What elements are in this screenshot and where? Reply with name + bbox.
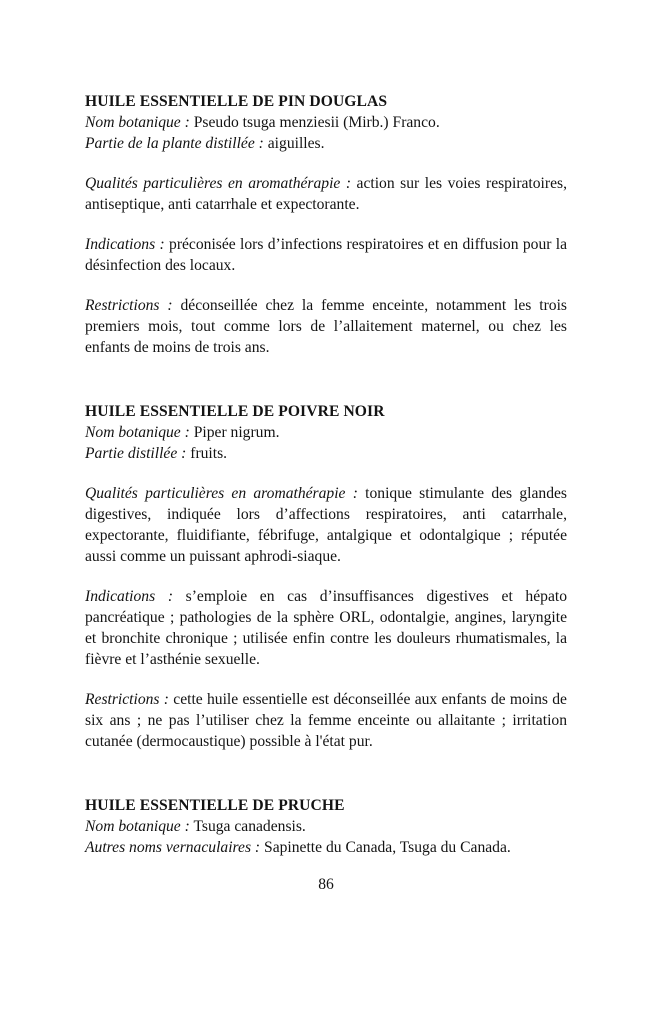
field-label: Nom botanique : <box>85 114 190 131</box>
field-value: tonique stimulante des glandes digestives, indiquée lors d’affections respiratoires, anti catarrhale, expectorante, fluidifiante, fébrifuge, antalgique et odontalgique ; réputée aussi comme un puissant aphrodi-siaque. <box>85 485 567 565</box>
body-paragraph-indications <box>85 586 567 670</box>
field-value: déconseillée chez la femme enceinte, notamment les trois premiers mois, tout comme lors de l’allaitement maternel, ou chez les enfants de moins de trois ans. <box>85 297 567 356</box>
field-value: aiguilles. <box>267 135 325 152</box>
section-poivre-noir <box>85 401 567 752</box>
section-pruche <box>85 795 567 858</box>
meta-line <box>85 443 567 464</box>
meta-line <box>85 133 567 154</box>
field-label: Restrictions : <box>85 297 173 314</box>
field-value: fruits. <box>190 445 228 462</box>
field-label: Indications : <box>85 588 174 605</box>
body-paragraph-restrictions <box>85 295 567 358</box>
field-label: Qualités particulières en aromathérapie : <box>85 175 352 192</box>
field-label: Indications : <box>85 236 165 253</box>
meta-line <box>85 837 567 858</box>
section-heading: HUILE ESSENTIELLE DE POIVRE NOIR <box>85 403 385 420</box>
meta-line <box>85 816 567 837</box>
section-heading: HUILE ESSENTIELLE DE PIN DOUGLAS <box>85 93 388 110</box>
field-value: action sur les voies respiratoires, antiseptique, anti catarrhale et expectorante. <box>85 175 567 213</box>
section-pin-douglas <box>85 91 567 358</box>
field-label: Qualités particulières en aromathérapie : <box>85 485 358 502</box>
body-paragraph-indications <box>85 234 567 276</box>
field-label: Nom botanique : <box>85 424 190 441</box>
field-label: Autres noms vernaculaires : <box>85 839 261 856</box>
meta-line <box>85 112 567 133</box>
page-number: 86 <box>318 876 334 893</box>
field-value: Sapinette du Canada, Tsuga du Canada. <box>264 839 511 856</box>
field-value: Pseudo tsuga menziesii (Mirb.) Franco. <box>193 114 440 131</box>
meta-line <box>85 422 567 443</box>
body-paragraph-qualites <box>85 173 567 215</box>
field-label: Partie distillée : <box>85 445 187 462</box>
body-paragraph-qualites <box>85 483 567 567</box>
field-label: Nom botanique : <box>85 818 190 835</box>
field-value: Tsuga canadensis. <box>193 818 306 835</box>
field-value: préconisée lors d’infections respiratoires et en diffusion pour la désinfection des locaux. <box>85 236 567 274</box>
field-value: Piper nigrum. <box>193 424 280 441</box>
body-paragraph-restrictions <box>85 689 567 752</box>
field-label: Restrictions : <box>85 691 169 708</box>
field-label: Partie de la plante distillée : <box>85 135 264 152</box>
field-value: cette huile essentielle est déconseillée aux enfants de moins de six ans ; ne pas l’utiliser chez la femme enceinte ou allaitante ; irritation cutanée (dermocaustique) possible à l'état pur. <box>85 691 567 750</box>
field-value: s’emploie en cas d’insuffisances digestives et hépato pancréatique ; pathologies de la sphère ORL, odontalgie, angines, laryngite et bronchite chronique ; utilisée enfin contre les douleurs rhumatismales, la fièvre et l’asthénie sexuelle. <box>85 588 567 668</box>
section-heading: HUILE ESSENTIELLE DE PRUCHE <box>85 797 345 814</box>
